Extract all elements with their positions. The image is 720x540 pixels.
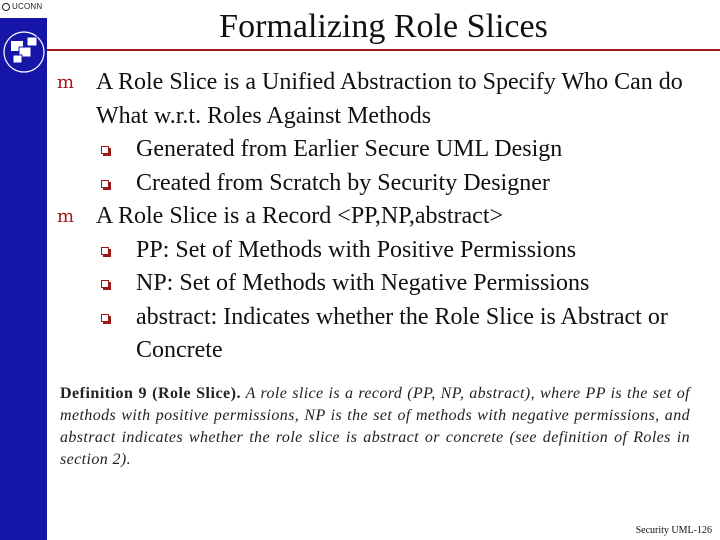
page-title: Formalizing Role Slices xyxy=(219,8,548,45)
definition-excerpt xyxy=(60,383,690,471)
logo-area xyxy=(0,0,47,18)
uconn-logo: UCONN xyxy=(2,2,42,11)
sub-bullet-text: Created from Scratch by Security Designer xyxy=(136,169,550,196)
sub-bullet-item xyxy=(52,267,716,301)
sub-bullet-text: PP: Set of Methods with Positive Permissions xyxy=(136,236,577,263)
department-emblem-icon xyxy=(1,19,47,77)
bullet-list xyxy=(52,66,716,368)
bullet-text: A Role Slice is a Record <PP,NP,abstract> xyxy=(96,203,504,229)
m-bullet-icon: m xyxy=(57,72,75,93)
sub-bullet-item xyxy=(52,301,716,368)
m-bullet-icon: m xyxy=(57,206,75,227)
square-bullet-icon xyxy=(101,180,109,188)
sub-bullet-text: Generated from Earlier Secure UML Design xyxy=(136,136,563,162)
seal-icon xyxy=(2,3,10,11)
bullet-item xyxy=(52,200,716,234)
definition-heading: Definition 9 (Role Slice). xyxy=(60,385,241,402)
sub-bullet-item xyxy=(52,234,716,268)
sub-bullet-item xyxy=(52,167,716,201)
square-bullet-icon xyxy=(101,314,109,322)
bullet-item xyxy=(52,66,716,133)
sub-bullet-text: abstract: Indicates whether the Role Slice is Abstract or Concrete xyxy=(136,303,668,363)
left-sidebar-bar xyxy=(0,0,47,540)
definition-body: A role slice is a record (PP, NP, abstract), where PP is the set of methods with positive permissions, NP is the set of methods with negative permissions, and abstract indicates whether the role slice is abstract or concrete (see definition of Roles in section 2). xyxy=(60,385,690,468)
slide-footer: Security UML-126 xyxy=(635,525,712,536)
bullet-text: A Role Slice is a Unified Abstraction to Specify Who Can do What w.r.t. Roles Against Methods xyxy=(96,69,683,129)
title-underline xyxy=(47,49,720,51)
sub-bullet-text: NP: Set of Methods with Negative Permissions xyxy=(136,270,590,296)
square-bullet-icon xyxy=(101,247,109,255)
sub-bullet-item xyxy=(52,133,716,167)
square-bullet-icon xyxy=(101,146,109,154)
square-bullet-icon xyxy=(101,280,109,288)
